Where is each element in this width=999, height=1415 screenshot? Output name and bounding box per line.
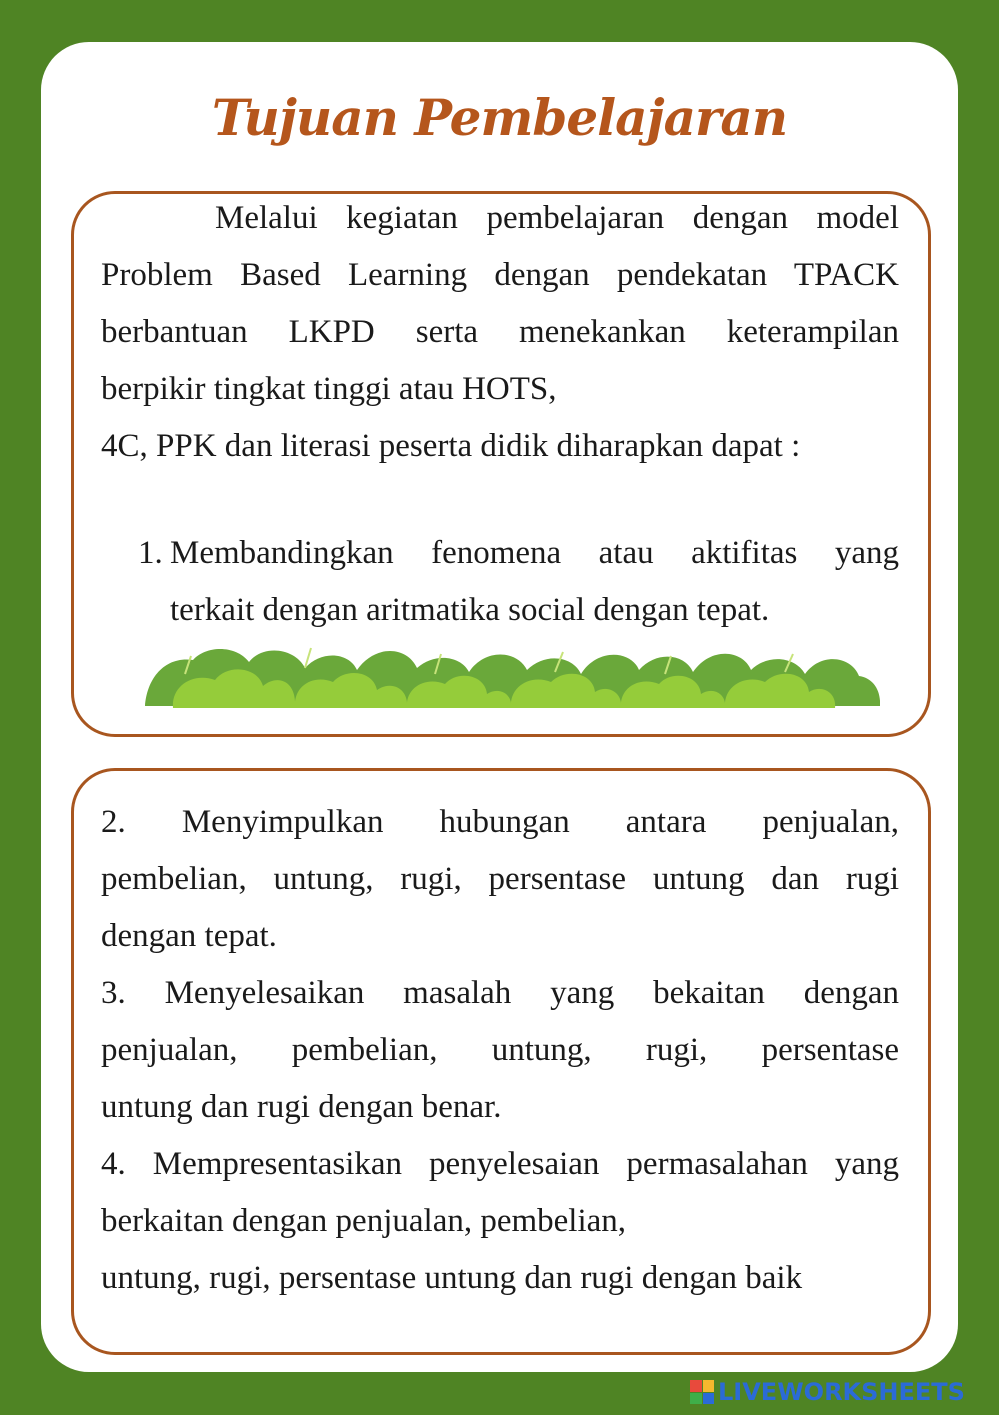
liveworksheets-logo [690, 1377, 965, 1407]
intro-line-3: berbantuan LKPD serta menekankan keterampilan [101, 314, 899, 350]
box2-line-3: dengan tepat. [101, 918, 277, 954]
objectives-list-2-4 [101, 794, 899, 1307]
intro-line-4: berpikir tingkat tinggi atau HOTS, [101, 371, 557, 407]
intro-line-1: Melalui kegiatan pembelajaran dengan model [215, 200, 899, 236]
intro-line-2: Problem Based Learning dengan pendekatan TPACK [101, 257, 899, 293]
box2-line-7: 4. Mempresentasikan penyelesaian permasalahan yang [101, 1146, 899, 1182]
intro-line-5: 4C, PPK dan literasi peserta didik diharapkan dapat : [101, 428, 801, 464]
box2-line-5: penjualan, pembelian, untung, rugi, persentase [101, 1032, 899, 1068]
list-item-1-number: 1. [138, 535, 163, 571]
box2-line-8: berkaitan dengan penjualan, pembelian, [101, 1203, 627, 1239]
list-item-1-line-2: terkait dengan aritmatika social dengan tepat. [170, 592, 770, 628]
bushes-illustration [145, 638, 880, 710]
box2-line-1: 2. Menyimpulkan hubungan antara penjualan, [101, 804, 899, 840]
box2-line-2: pembelian, untung, rugi, persentase untung dan rugi [101, 861, 899, 897]
box2-line-4: 3. Menyelesaikan masalah yang bekaitan dengan [101, 975, 899, 1011]
list-item-1-line-1: Membandingkan fenomena atau aktifitas yang [170, 535, 899, 571]
liveworksheets-logo-icon [690, 1380, 714, 1404]
box2-line-9: untung, rugi, persentase untung dan rugi dengan baik [101, 1260, 803, 1296]
intro-paragraph [101, 190, 899, 418]
box2-line-6: untung dan rugi dengan benar. [101, 1089, 502, 1125]
page-title: Tujuan Pembelajaran [211, 88, 788, 147]
watermark-text: LIVEWORKSHEETS [718, 1378, 965, 1406]
